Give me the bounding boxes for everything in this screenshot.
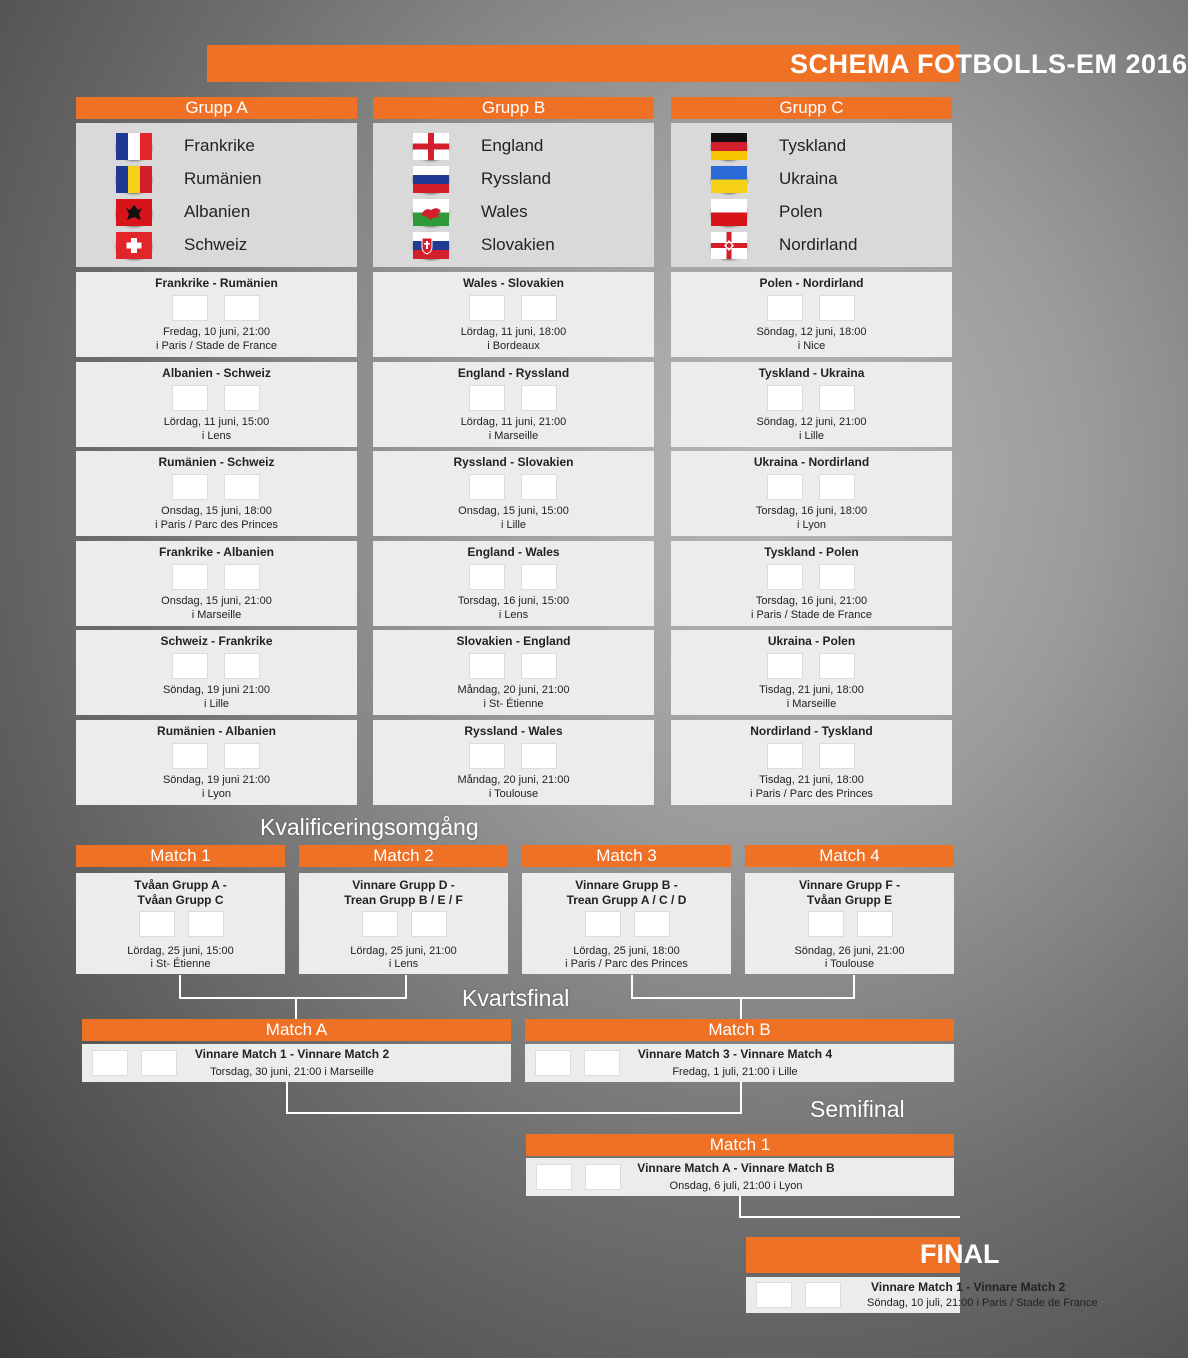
match-date: Söndag, 19 juni 21:00 bbox=[162, 774, 271, 786]
team-list bbox=[671, 123, 952, 267]
bracket-line bbox=[286, 1112, 742, 1114]
match-box bbox=[671, 720, 952, 805]
quarterfinal-match-header: Match B bbox=[525, 1019, 954, 1041]
match-box bbox=[671, 362, 952, 447]
match-title: Nordirland - Tyskland bbox=[750, 724, 873, 738]
match-venue: i Lens bbox=[201, 430, 232, 442]
match-title: Frankrike - Rumänien bbox=[155, 276, 278, 290]
qualifying-match-header: Match 2 bbox=[299, 845, 508, 867]
match-box bbox=[671, 272, 952, 357]
match-date: Torsdag, 16 juni, 18:00 bbox=[755, 505, 868, 517]
match-box bbox=[76, 272, 357, 357]
northern-ireland-flag-icon bbox=[711, 232, 747, 259]
match-venue: i Lyon bbox=[202, 788, 231, 800]
semifinal-teams: Vinnare Match A - Vinnare Match B bbox=[637, 1161, 835, 1175]
score-box[interactable] bbox=[767, 743, 803, 769]
qualifying-match-box bbox=[299, 873, 508, 974]
match-title: Polen - Nordirland bbox=[759, 276, 864, 290]
score-box[interactable] bbox=[819, 295, 855, 321]
score-box[interactable] bbox=[139, 911, 175, 937]
qualifying-title: Kvalificeringsomgång bbox=[260, 814, 479, 840]
ukraine-flag-icon bbox=[711, 166, 747, 193]
match-date: Söndag, 26 juni, 21:00 bbox=[794, 945, 905, 957]
bracket-line bbox=[286, 1082, 288, 1114]
qualifying-match-header: Match 3 bbox=[522, 845, 731, 867]
team-list bbox=[373, 123, 654, 267]
match-date: Måndag, 20 juni, 21:00 bbox=[457, 774, 570, 786]
score-box[interactable] bbox=[805, 1282, 841, 1308]
match-date: Söndag, 12 juni, 21:00 bbox=[756, 416, 867, 428]
bracket-line bbox=[740, 1082, 742, 1114]
match-box bbox=[373, 720, 654, 805]
score-box[interactable] bbox=[172, 653, 208, 679]
match-venue: i Paris / Stade de France bbox=[155, 340, 278, 352]
score-box[interactable] bbox=[536, 1164, 572, 1190]
team-name: Rumänien bbox=[184, 169, 262, 188]
score-box[interactable] bbox=[224, 653, 260, 679]
bracket-line bbox=[405, 975, 407, 999]
team-name: Albanien bbox=[184, 202, 251, 221]
team-name: Tyskland bbox=[779, 136, 847, 155]
score-box[interactable] bbox=[819, 474, 855, 500]
score-box[interactable] bbox=[535, 1050, 571, 1076]
score-box[interactable] bbox=[767, 295, 803, 321]
germany-flag-icon bbox=[711, 133, 747, 160]
team-name: Slovakien bbox=[481, 235, 555, 254]
match-box bbox=[76, 362, 357, 447]
score-box[interactable] bbox=[172, 743, 208, 769]
match-title: Rumänien - Albanien bbox=[157, 724, 276, 738]
title-banner bbox=[207, 45, 1188, 82]
team-row bbox=[373, 197, 654, 230]
score-box[interactable] bbox=[585, 911, 621, 937]
score-box[interactable] bbox=[469, 564, 505, 590]
albania-flag-icon bbox=[116, 199, 152, 226]
match-venue: i Bordeaux bbox=[487, 340, 540, 352]
score-box[interactable] bbox=[819, 653, 855, 679]
score-box[interactable] bbox=[857, 911, 893, 937]
qualifying-match-box bbox=[745, 873, 954, 974]
match-team-line: Tvåan Grupp A - bbox=[134, 878, 227, 892]
score-box[interactable] bbox=[188, 911, 224, 937]
match-box bbox=[76, 630, 357, 715]
match-box bbox=[671, 630, 952, 715]
bracket-line bbox=[853, 975, 855, 999]
score-box[interactable] bbox=[767, 474, 803, 500]
match-date: Tisdag, 21 juni, 18:00 bbox=[759, 684, 864, 696]
team-name: Ryssland bbox=[481, 169, 551, 188]
match-venue: i Lyon bbox=[797, 519, 826, 531]
team-name: Wales bbox=[481, 202, 528, 221]
match-team-line: Vinnare Grupp D - bbox=[352, 878, 455, 892]
team-list bbox=[76, 123, 357, 267]
match-venue: i Nice bbox=[797, 340, 826, 352]
match-date: Fredag, 10 juni, 21:00 bbox=[162, 326, 271, 338]
team-row bbox=[373, 230, 654, 263]
team-row bbox=[671, 131, 952, 164]
match-box bbox=[76, 541, 357, 626]
match-team-line: Vinnare Grupp B - bbox=[575, 878, 678, 892]
team-name: Schweiz bbox=[184, 235, 248, 254]
bracket-line bbox=[739, 1196, 741, 1218]
match-date: Lördag, 11 juni, 18:00 bbox=[460, 326, 567, 338]
score-box[interactable] bbox=[521, 385, 557, 411]
match-date: Måndag, 20 juni, 21:00 bbox=[457, 684, 570, 696]
slovakia-flag-icon bbox=[413, 232, 449, 259]
match-title: Slovakien - England bbox=[456, 634, 571, 648]
score-box[interactable] bbox=[469, 653, 505, 679]
bracket-line bbox=[740, 997, 742, 1019]
match-box bbox=[373, 362, 654, 447]
match-date: Torsdag, 16 juni, 21:00 bbox=[755, 595, 868, 607]
match-venue: i St- Étienne bbox=[483, 698, 544, 710]
quarterfinal-teams: Vinnare Match 3 - Vinnare Match 4 bbox=[637, 1047, 833, 1061]
team-row bbox=[373, 131, 654, 164]
final-header bbox=[746, 1237, 1000, 1273]
page-title: SCHEMA FOTBOLLS-EM 2016 bbox=[790, 49, 1188, 79]
final-title: FINAL bbox=[920, 1239, 1000, 1269]
group-header: Grupp A bbox=[76, 97, 357, 119]
score-box[interactable] bbox=[224, 295, 260, 321]
match-venue: i Toulouse bbox=[824, 958, 875, 970]
bracket-line bbox=[631, 975, 633, 999]
score-box[interactable] bbox=[521, 295, 557, 321]
quarterfinal-match-box bbox=[525, 1044, 954, 1082]
team-name: Ukraina bbox=[779, 169, 838, 188]
qualifying-match-box bbox=[76, 873, 285, 974]
quarterfinal-info: Fredag, 1 juli, 21:00 i Lille bbox=[672, 1066, 798, 1078]
match-venue: i Toulouse bbox=[488, 788, 539, 800]
team-row bbox=[671, 230, 952, 263]
final-teams: Vinnare Match 1 - Vinnare Match 2 bbox=[871, 1280, 1066, 1294]
score-box[interactable] bbox=[224, 564, 260, 590]
match-box bbox=[76, 720, 357, 805]
score-box[interactable] bbox=[819, 743, 855, 769]
match-title: Ryssland - Slovakien bbox=[453, 455, 574, 469]
match-date: Söndag, 12 juni, 18:00 bbox=[756, 326, 867, 338]
semifinal-info: Onsdag, 6 juli, 21:00 i Lyon bbox=[669, 1180, 803, 1192]
bracket-line bbox=[295, 997, 297, 1019]
match-title: Frankrike - Albanien bbox=[159, 545, 274, 559]
match-venue: i Lens bbox=[388, 958, 419, 970]
semifinal-match-header: Match 1 bbox=[526, 1134, 954, 1156]
match-title: Tyskland - Ukraina bbox=[758, 366, 865, 380]
team-row bbox=[76, 230, 357, 263]
score-box[interactable] bbox=[819, 385, 855, 411]
team-row bbox=[76, 164, 357, 197]
match-date: Torsdag, 16 juni, 15:00 bbox=[457, 595, 570, 607]
team-name: Nordirland bbox=[779, 235, 858, 254]
match-team-line: Trean Grupp A / C / D bbox=[566, 893, 687, 907]
poland-flag-icon bbox=[711, 199, 747, 226]
bracket-line bbox=[739, 1216, 960, 1218]
match-box bbox=[671, 451, 952, 536]
quarterfinal-match-header: Match A bbox=[82, 1019, 511, 1041]
match-team-line: Tvåan Grupp E bbox=[806, 893, 893, 907]
match-title: Ukraina - Nordirland bbox=[753, 455, 870, 469]
qualifying-match-header: Match 4 bbox=[745, 845, 954, 867]
score-box[interactable] bbox=[521, 474, 557, 500]
match-team-line: Trean Grupp B / E / F bbox=[344, 893, 463, 907]
match-date: Lördag, 11 juni, 21:00 bbox=[460, 416, 567, 428]
team-row bbox=[76, 197, 357, 230]
score-box[interactable] bbox=[224, 385, 260, 411]
bracket-line bbox=[631, 997, 855, 999]
quarterfinal-teams: Vinnare Match 1 - Vinnare Match 2 bbox=[194, 1047, 390, 1061]
match-venue: i Paris / Parc des Princes bbox=[750, 788, 873, 800]
group-header: Grupp B bbox=[373, 97, 654, 119]
match-team-line: Vinnare Grupp F - bbox=[798, 878, 901, 892]
score-box[interactable] bbox=[469, 385, 505, 411]
match-title: Rumänien - Schweiz bbox=[158, 455, 275, 469]
score-box[interactable] bbox=[469, 295, 505, 321]
match-date: Lördag, 25 juni, 18:00 bbox=[573, 945, 680, 957]
wales-flag-icon bbox=[413, 199, 449, 226]
team-name: Frankrike bbox=[184, 136, 255, 155]
score-box[interactable] bbox=[469, 474, 505, 500]
quarterfinal-title: Kvartsfinal bbox=[462, 985, 570, 1011]
match-title: England - Ryssland bbox=[457, 366, 570, 380]
match-title: Ryssland - Wales bbox=[464, 724, 563, 738]
quarterfinal-match-box bbox=[82, 1044, 511, 1082]
final-info: Söndag, 10 juli, 21:00 i Paris / Stade de France bbox=[867, 1297, 1098, 1309]
score-box[interactable] bbox=[521, 564, 557, 590]
score-box[interactable] bbox=[411, 911, 447, 937]
match-date: Onsdag, 15 juni, 21:00 bbox=[161, 595, 272, 607]
match-box bbox=[373, 272, 654, 357]
match-date: Lördag, 25 juni, 15:00 bbox=[127, 945, 234, 957]
match-box bbox=[76, 451, 357, 536]
match-venue: i Marseille bbox=[786, 698, 837, 710]
match-venue: i Paris / Parc des Princes bbox=[155, 519, 278, 531]
match-title: Schweiz - Frankrike bbox=[160, 634, 273, 648]
match-date: Tisdag, 21 juni, 18:00 bbox=[759, 774, 864, 786]
score-box[interactable] bbox=[224, 743, 260, 769]
match-box bbox=[373, 541, 654, 626]
match-venue: i Marseille bbox=[488, 430, 539, 442]
match-title: Albanien - Schweiz bbox=[162, 366, 271, 380]
score-box[interactable] bbox=[767, 653, 803, 679]
france-flag-icon bbox=[116, 133, 152, 160]
score-box[interactable] bbox=[224, 474, 260, 500]
team-row bbox=[76, 131, 357, 164]
england-flag-icon bbox=[413, 133, 449, 160]
match-team-line: Tvåan Grupp C bbox=[137, 893, 224, 907]
match-box bbox=[373, 451, 654, 536]
match-venue: i Lens bbox=[498, 609, 529, 621]
match-venue: i Lille bbox=[500, 519, 527, 531]
match-date: Onsdag, 15 juni, 18:00 bbox=[161, 505, 272, 517]
match-title: Wales - Slovakien bbox=[463, 276, 564, 290]
score-box[interactable] bbox=[172, 564, 208, 590]
qualifying-match-header: Match 1 bbox=[76, 845, 285, 867]
score-box[interactable] bbox=[521, 743, 557, 769]
team-row bbox=[373, 164, 654, 197]
score-box[interactable] bbox=[819, 564, 855, 590]
score-box[interactable] bbox=[172, 385, 208, 411]
switzerland-flag-icon bbox=[116, 232, 152, 259]
match-venue: i Lille bbox=[203, 698, 230, 710]
match-date: Lördag, 11 juni, 15:00 bbox=[163, 416, 270, 428]
team-row bbox=[671, 164, 952, 197]
bracket-line bbox=[179, 997, 407, 999]
score-box[interactable] bbox=[808, 911, 844, 937]
score-box[interactable] bbox=[469, 743, 505, 769]
team-name: England bbox=[481, 136, 544, 155]
match-box bbox=[373, 630, 654, 715]
score-box[interactable] bbox=[634, 911, 670, 937]
score-box[interactable] bbox=[362, 911, 398, 937]
score-box[interactable] bbox=[756, 1282, 792, 1308]
score-box[interactable] bbox=[172, 295, 208, 321]
match-venue: i Paris / Stade de France bbox=[750, 609, 873, 621]
semifinal-title: Semifinal bbox=[810, 1096, 905, 1122]
bracket-line bbox=[179, 975, 181, 999]
score-box[interactable] bbox=[767, 564, 803, 590]
semifinal-match-box bbox=[526, 1158, 954, 1196]
match-box bbox=[671, 541, 952, 626]
match-title: Ukraina - Polen bbox=[767, 634, 856, 648]
match-venue: i Paris / Parc des Princes bbox=[565, 958, 688, 970]
match-date: Söndag, 19 juni 21:00 bbox=[162, 684, 271, 696]
match-venue: i St- Étienne bbox=[150, 958, 211, 970]
match-venue: i Marseille bbox=[191, 609, 242, 621]
russia-flag-icon bbox=[413, 166, 449, 193]
match-title: England - Wales bbox=[467, 545, 560, 559]
match-date: Lördag, 25 juni, 21:00 bbox=[350, 945, 457, 957]
romania-flag-icon bbox=[116, 166, 152, 193]
score-box[interactable] bbox=[172, 474, 208, 500]
score-box[interactable] bbox=[521, 653, 557, 679]
score-box[interactable] bbox=[92, 1050, 128, 1076]
group-header: Grupp C bbox=[671, 97, 952, 119]
team-row bbox=[671, 197, 952, 230]
quarterfinal-info: Torsdag, 30 juni, 21:00 i Marseille bbox=[210, 1066, 374, 1078]
match-date: Onsdag, 15 juni, 15:00 bbox=[458, 505, 569, 517]
score-box[interactable] bbox=[767, 385, 803, 411]
final-match-box bbox=[746, 1277, 1098, 1313]
match-venue: i Lille bbox=[798, 430, 825, 442]
match-title: Tyskland - Polen bbox=[764, 545, 859, 559]
team-name: Polen bbox=[779, 202, 823, 221]
qualifying-match-box bbox=[522, 873, 731, 974]
